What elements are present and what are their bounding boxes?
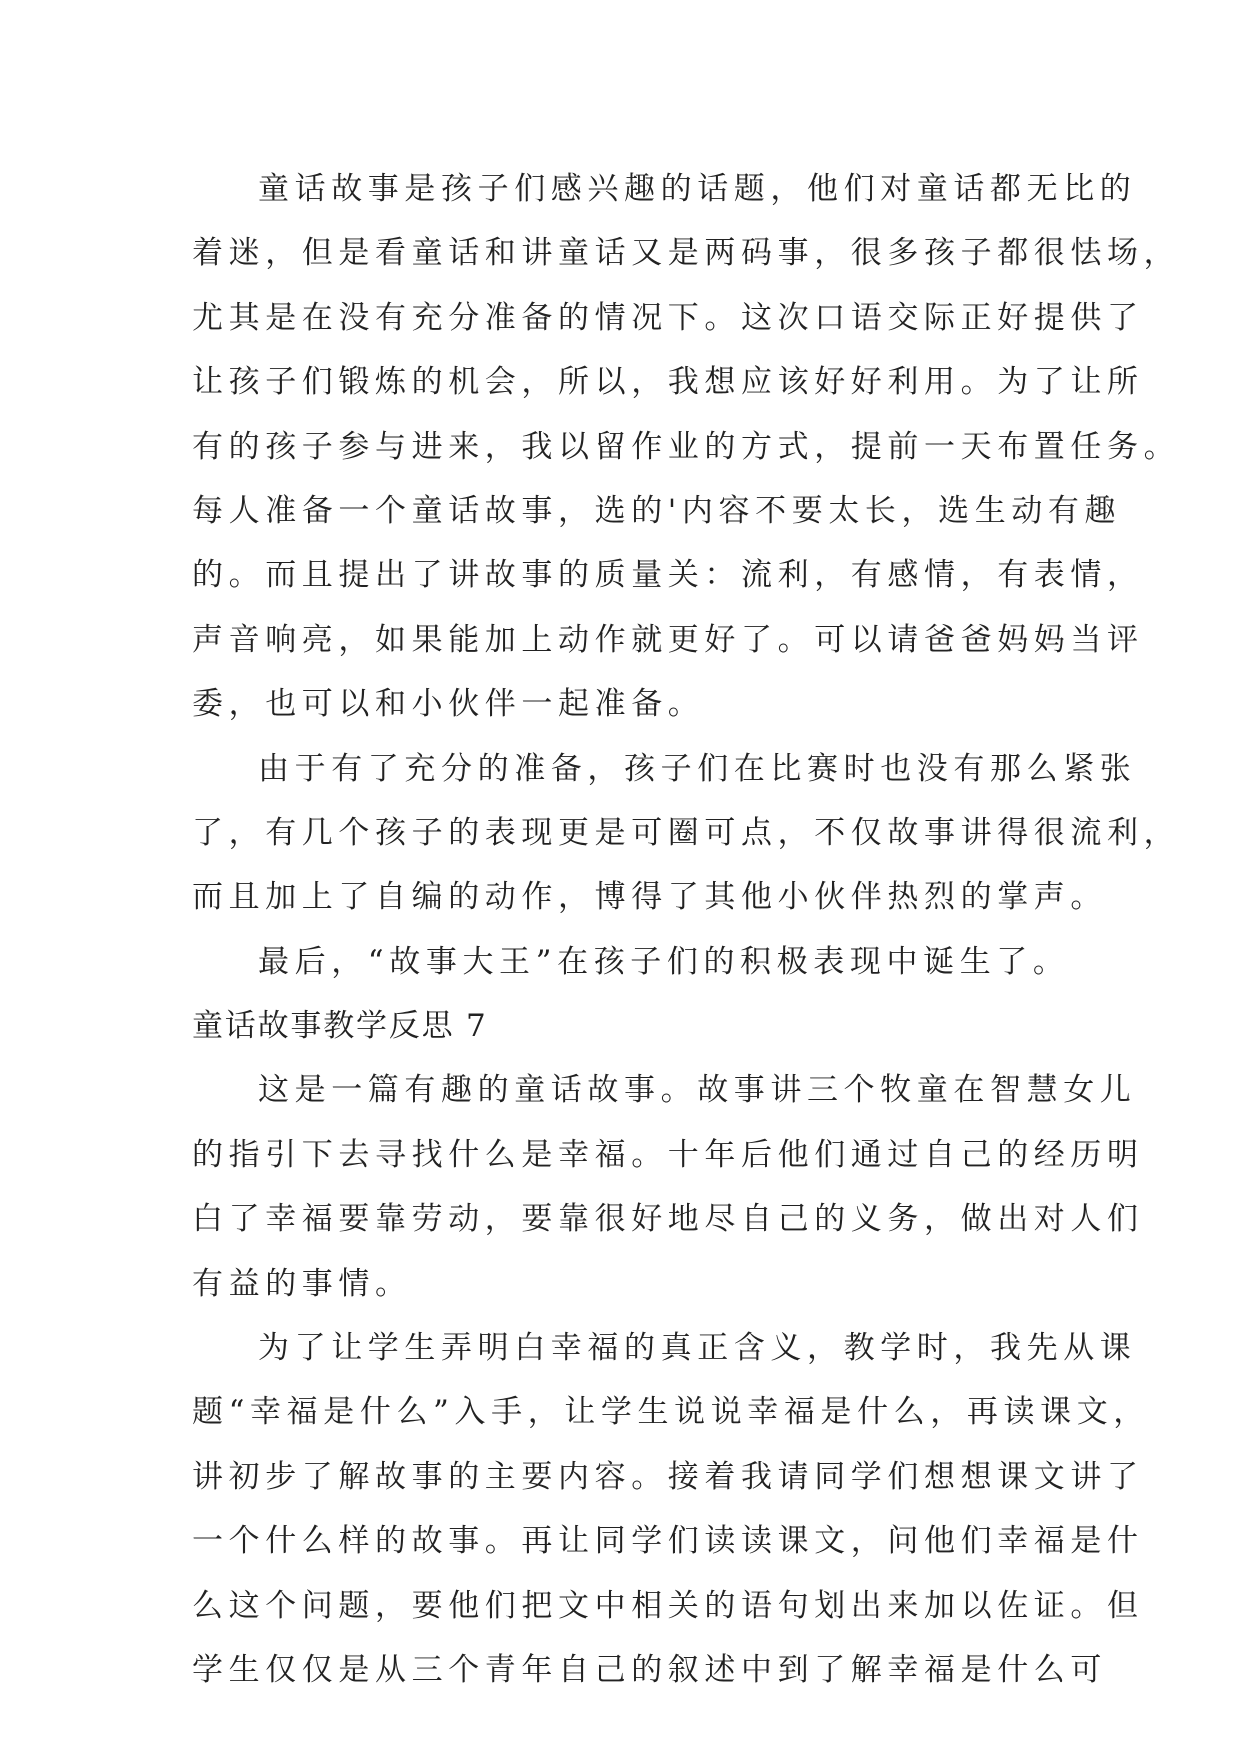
text-line: 有益的事情。: [192, 1265, 412, 1302]
text-line: 白了幸福要靠劳动，要靠很好地尽自己的义务，做出对人们: [192, 1201, 1144, 1238]
text-line: 尤其是在没有充分准备的情况下。这次口语交际正好提供了: [192, 299, 1144, 336]
document-body: [192, 157, 1181, 1702]
text-line: 最后，“故事大王”在孩子们的积极表现中诞生了。: [258, 943, 1070, 980]
text-line: 的。而且提出了讲故事的质量关：流利，有感情，有表情，: [192, 557, 1144, 594]
text-line: 每人准备一个童话故事，选的'内容不要太长，选生动有趣: [192, 492, 1122, 529]
text-line: 由于有了充分的准备，孩子们在比赛时也没有那么紧张: [258, 750, 1137, 787]
text-line: 着迷，但是看童话和讲童话又是两码事，很多孩子都很怯场，: [192, 235, 1181, 272]
text-line: 声音响亮，如果能加上动作就更好了。可以请爸爸妈妈当评: [192, 621, 1144, 658]
text-line: 让孩子们锻炼的机会，所以，我想应该好好利用。为了让所: [192, 364, 1144, 401]
text-line: 学生仅仅是从三个青年自己的叙述中到了解幸福是什么可: [192, 1651, 1107, 1688]
text-line: 有的孩子参与进来，我以留作业的方式，提前一天布置任务。: [192, 428, 1181, 465]
text-line: 的指引下去寻找什么是幸福。十年后他们通过自己的经历明: [192, 1136, 1144, 1173]
text-line: 童话故事是孩子们感兴趣的话题，他们对童话都无比的: [258, 171, 1137, 207]
text-line: 了，有几个孩子的表现更是可圈可点，不仅故事讲得很流利，: [192, 814, 1181, 851]
text-line: 么这个问题，要他们把文中相关的语句划出来加以佐证。但: [192, 1587, 1144, 1624]
text-line: 讲初步了解故事的主要内容。接着我请同学们想想课文讲了: [192, 1458, 1144, 1495]
text-line: 一个什么样的故事。再让同学们读读课文，问他们幸福是什: [192, 1523, 1144, 1560]
text-line: 题“幸福是什么”入手，让学生说说幸福是什么，再读课文，: [192, 1394, 1150, 1431]
text-line: 为了让学生弄明白幸福的真正含义，教学时，我先从课: [258, 1330, 1137, 1367]
text-line: 这是一篇有趣的童话故事。故事讲三个牧童在智慧女儿: [258, 1072, 1137, 1109]
text-line: 委，也可以和小伙伴一起准备。: [192, 686, 705, 723]
section-heading: 童话故事教学反思 7: [192, 1008, 488, 1045]
text-line: 而且加上了自编的动作，博得了其他小伙伴热烈的掌声。: [192, 879, 1107, 916]
